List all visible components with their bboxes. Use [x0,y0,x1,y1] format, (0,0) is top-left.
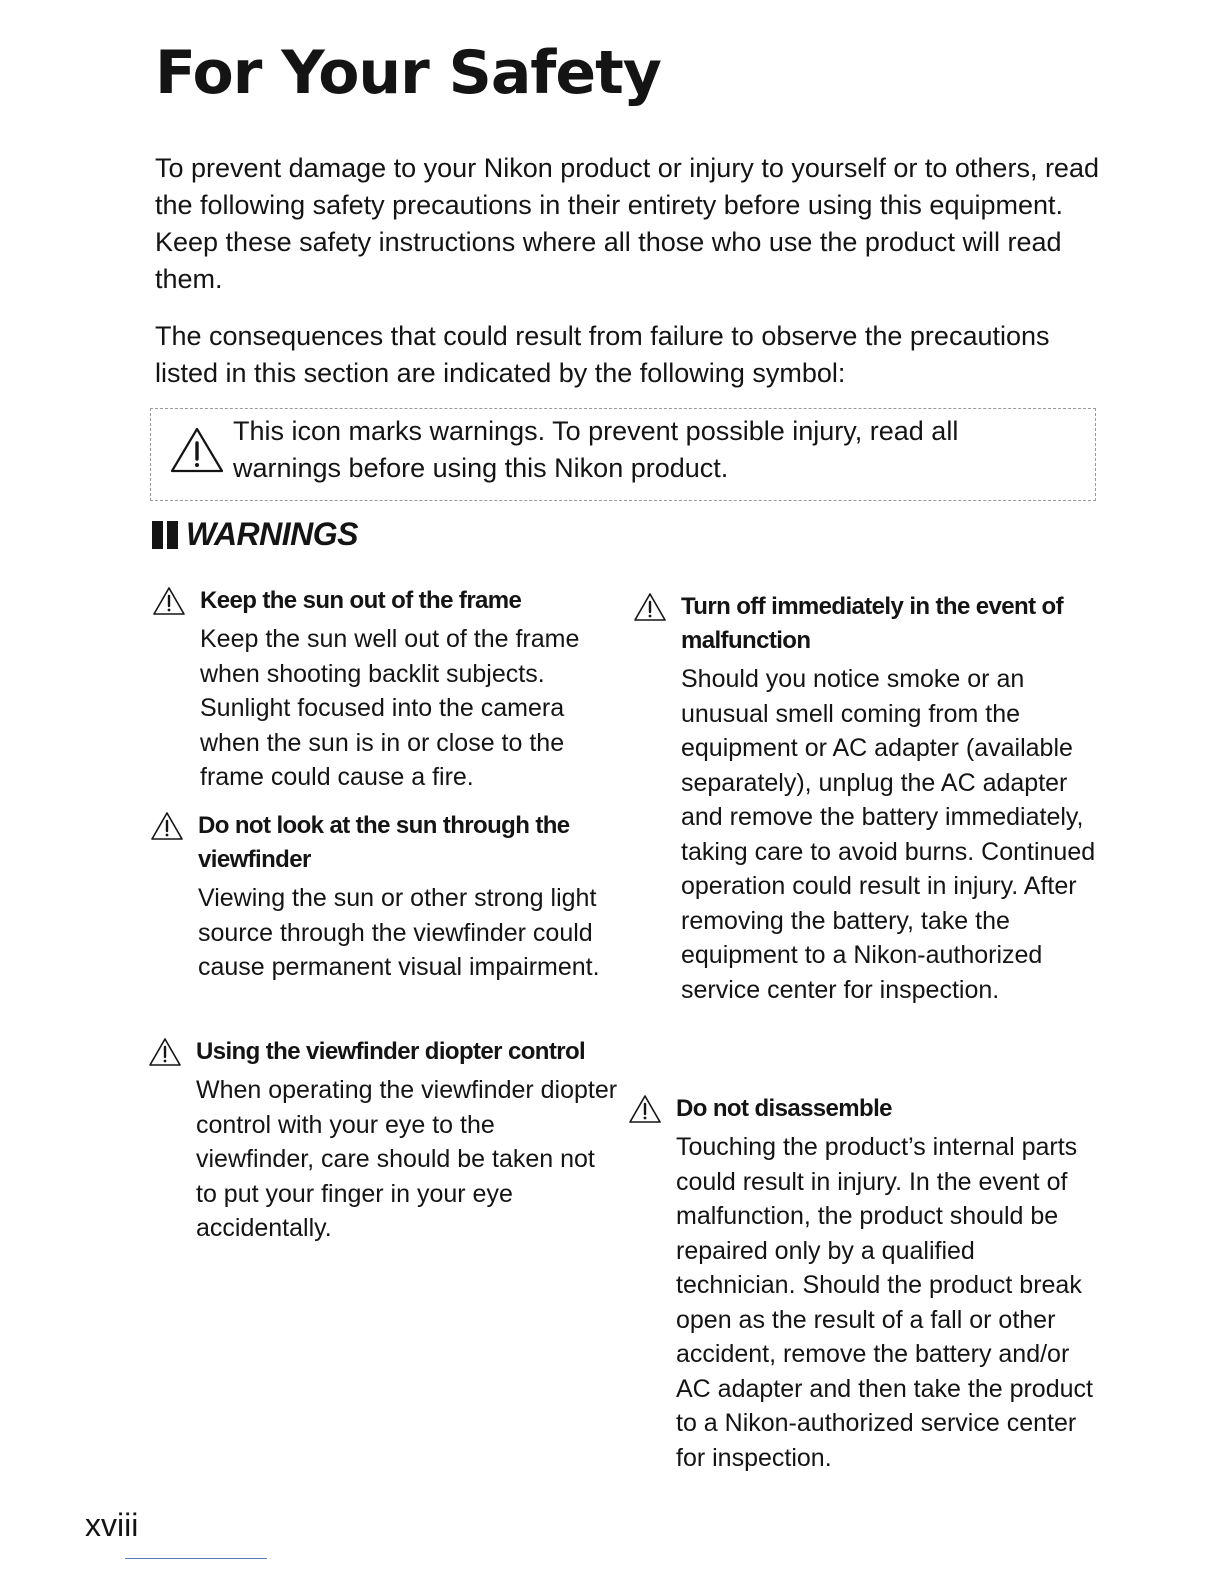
warning-title: Using the viewfinder diopter control [196,1038,586,1065]
warning-body: Viewing the sun or other strong light source through the viewfinder could cause permanent visual impairment. [198,884,600,981]
warning-body: Touching the product’s internal parts could result in injury. In the event of malfunction, the product should be repaired only by a qualified technician. Should the product break open as the result of a fall or other accident, remove the battery and/or AC adapter and then take the product to a Nikon-authorized service center for inspection. [676,1133,1093,1472]
warning-title: Do not look at the sun through the viewfinder [198,812,570,873]
warning-triangle-icon [633,592,667,622]
warning-title: Turn off immediately in the event of malfunction [681,593,1063,654]
warning-symbol-text: This icon marks warnings. To prevent possible injury, read all warnings before using this Nikon product. [233,416,959,483]
warning-triangle-icon [148,1037,182,1067]
warning-triangle-icon [152,586,186,616]
warning-sun-frame [152,584,622,795]
warning-triangle-icon [150,811,184,841]
warning-diopter-control [148,1035,618,1246]
warning-triangle-icon [169,425,225,475]
warnings-heading [152,516,358,553]
warning-triangle-icon [628,1094,662,1124]
warning-title: Keep the sun out of the frame [200,587,522,614]
intro-paragraph: To prevent damage to your Nikon product or injury to yourself or to others, read the following safety precautions in their entirety before using this equipment. Keep these safety instructions where all those who use the product will read them. [155,153,1099,294]
footer-divider [125,1558,267,1559]
warning-symbol-box [150,408,1096,501]
page-title: For Your Safety [155,38,661,108]
intro-paragraph-symbol: The consequences that could result from failure to observe the precautions listed in this section are indicated by the following symbol: [155,321,1050,388]
warning-body: Keep the sun well out of the frame when shooting backlit subjects. Sunlight focused into the camera when the sun is in or close to the frame could cause a fire. [200,625,580,791]
warning-disassemble [628,1092,1098,1475]
heading-bars-icon [152,521,178,549]
warning-sun-viewfinder [150,809,620,985]
page-number: xviii [85,1507,139,1543]
warning-malfunction [633,590,1103,1007]
warning-body: When operating the viewfinder diopter control with your eye to the viewfinder, care should be taken not to put your finger in your eye accidentally. [196,1076,618,1242]
warning-title: Do not disassemble [676,1095,892,1122]
warning-body: Should you notice smoke or an unusual smell coming from the equipment or AC adapter (available separately), unplug the AC adapter and remove the battery immediately, taking care to avoid burns. Continued operation could result in injury. After removing the battery, take the equipment to a Nikon-authorized service center for inspection. [681,665,1096,1004]
warnings-heading-text: WARNINGS [186,516,358,552]
